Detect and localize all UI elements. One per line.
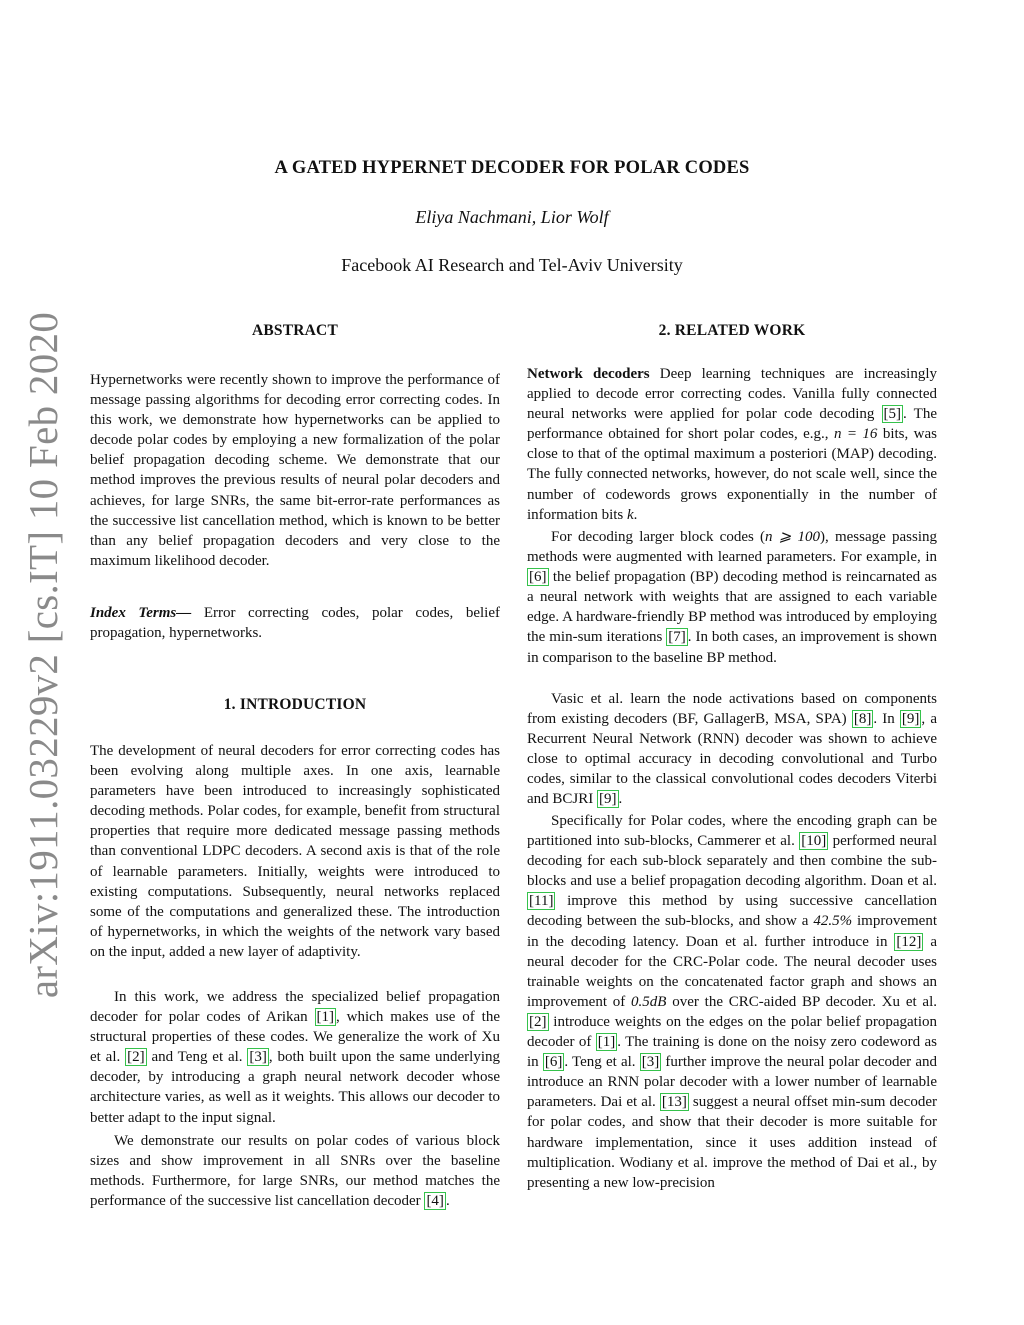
index-terms-label: Index Terms—: [90, 605, 192, 621]
math-inline: n = 16: [833, 426, 878, 443]
text-run: , a Recurrent Neural Network (RNN) decoder was shown to achieve close to optimal accuracy in decoding convolutional and Turbo codes, similar to the classical convolutional codes decoders Viterbi and BCJRI: [527, 711, 937, 808]
citation-link[interactable]: [3]: [249, 1049, 267, 1066]
citation-link[interactable]: [1]: [597, 1034, 616, 1051]
text-run: and Teng et al.: [146, 1049, 248, 1066]
citation-link[interactable]: [13]: [661, 1094, 687, 1111]
citation-link[interactable]: [2]: [127, 1049, 145, 1066]
arxiv-stamp-text: arXiv:1911.03229v2 [cs.IT] 10 Feb 2020: [20, 311, 66, 999]
intro-paragraph-1: The development of neural decoders for error correcting codes has been evolving along multiple axes. In one axis, learnable parameters have been introduced to increasingly sophisticated decoding methods. Polar codes, for example, benefit from structural properties that require more dedicated message passing methods than conventional LDPC decoders. A second axis is that of the role of learnable parameters. Initially, weights were introduced to existing computations. Subsequently, neural networks replaced some of the computations and generalized these. The introduction of hypernetworks, in which the weights of the network vary based on the input, added a new layer of adaptivity.: [90, 743, 500, 960]
text-run: a neural decoder for the CRC-Polar code. The neural decoder uses trainable weights on the concatenated factor graph and shows an improvement of: [527, 933, 937, 1010]
citation-link[interactable]: [9]: [599, 791, 617, 808]
citation-link[interactable]: [11]: [529, 893, 554, 910]
text-run: .: [618, 791, 623, 808]
run-in-heading: Network decoders: [527, 366, 650, 382]
text-run: performed neural decoding for each sub-block separately and then combine the sub-blocks and use a belief propagation decoding algorithm. Doan et al.: [527, 833, 938, 890]
text-run: ), message passing methods were augmented with learned parameters. For example, in: [527, 529, 937, 566]
text-run: , which makes use of the structural properties of these codes. We generalize the work of Xu et al.: [90, 1009, 500, 1066]
intro-paragraph-3: [90, 1131, 500, 1211]
index-terms: [90, 603, 500, 643]
text-run: further improve the neural polar decoder and introduce an RNN polar decoder with a lower number of learnable parameters. Dai et al.: [527, 1054, 937, 1111]
text-run: Specifically for Polar codes, where the encoding graph can be partitioned into sub-blocks, Cammerer et al.: [527, 813, 937, 850]
related-paragraph-1: [527, 364, 937, 525]
math-inline: 0.5dB: [631, 993, 667, 1010]
text-run: . The performance obtained for short polar codes, e.g.,: [527, 406, 937, 443]
citation-link[interactable]: [7]: [668, 629, 686, 646]
citation-link[interactable]: [10]: [801, 833, 827, 850]
citation-link[interactable]: [4]: [426, 1193, 444, 1210]
citation-link[interactable]: [6]: [529, 569, 547, 586]
citation-link[interactable]: [3]: [641, 1054, 660, 1071]
citation-link[interactable]: [1]: [316, 1009, 335, 1026]
abstract-heading: ABSTRACT: [251, 322, 338, 339]
math-inline: k: [627, 506, 634, 523]
text-run: . In both cases, an improvement is shown in comparison to the baseline BP method.: [527, 629, 937, 666]
text-run: suggest a neural offset min-sum decoder for polar codes, and show that their decoder is more suitable for hardware implementation, since it uses addition instead of multiplication. Wodiany et al. improve the method of Dai et al., by presenting a new low-precision: [527, 1094, 937, 1191]
related-work-heading: 2. RELATED WORK: [658, 322, 806, 339]
arxiv-stamp: [14, 311, 72, 999]
related-paragraph-2: [527, 527, 937, 668]
math-inline: 42.5%: [813, 913, 853, 930]
citation-link[interactable]: [5]: [883, 406, 902, 423]
citation-link[interactable]: [8]: [853, 711, 872, 728]
text-run: . The training is done on the noisy zero codeword as in: [527, 1034, 937, 1071]
related-paragraph-3: [527, 689, 937, 810]
text-run: . In: [873, 711, 900, 728]
text-run: , both built upon the same underlying decoder, by introducing a graph neural network decoder whose architecture varies, as well as it weights. This allows our decoder to better adapt to the input signal.: [90, 1049, 500, 1126]
paper-affiliation: Facebook AI Research and Tel-Aviv University: [341, 255, 683, 275]
citation-link[interactable]: [12]: [896, 933, 922, 950]
text-run: In this work, we address the specialized belief propagation decoder for polar codes of Arikan: [90, 989, 500, 1026]
text-run: We demonstrate our results on polar codes of various block sizes and show improvement in all SNRs over the baseline methods. Furthermore, for large SNRs, our method matches the performance of the successive list cancellation decoder: [90, 1133, 500, 1210]
citation-link[interactable]: [2]: [529, 1013, 547, 1030]
text-run: Deep learning techniques are increasingly applied to decode error correcting codes. Vanilla fully connected neural networks were applied for polar code decoding: [527, 366, 937, 423]
introduction-heading: 1. INTRODUCTION: [223, 696, 367, 713]
text-run: Vasic et al. learn the node activations based on components from existing decoders (BF, GallagerB, MSA, SPA): [527, 691, 937, 728]
text-run: bits, was close to that of the optimal maximum a posteriori (MAP) decoding. The fully connected networks, however, do not scale well, since the number of codewords grows exponentially in the number of information bits: [527, 426, 938, 523]
text-run: .: [445, 1193, 450, 1210]
paper-title: A GATED HYPERNET DECODER FOR POLAR CODES: [274, 158, 750, 178]
citation-link[interactable]: [9]: [901, 711, 920, 728]
text-run: improve this method by using successive cancellation decoding between the sub-blocks, and show a: [527, 893, 937, 930]
paper-authors: Eliya Nachmani, Lior Wolf: [415, 207, 609, 227]
text-run: introduce weights on the edges on the polar belief propagation decoder of: [527, 1013, 937, 1051]
index-terms-text: Error correcting codes, polar codes, belief propagation, hypernetworks.: [90, 605, 500, 642]
text-run: For decoding larger block codes (: [551, 529, 766, 545]
text-run: improvement in the decoding latency. Doan et al. further introduce in: [527, 913, 937, 950]
text-run: the belief propagation (BP) decoding method is reincarnated as a neural network with weights that are assigned to each variable edge. A hardware-friendly BP method was introduced by employing the min-sum iterations: [527, 569, 937, 646]
abstract-text: Hypernetworks were recently shown to improve the performance of message passing algorithms for decoding error correcting codes. In this work, we demonstrate how hypernetworks can be applied to decode polar codes by employing a new formalization of the polar belief propagation decoding scheme. We demonstrate that our method improves the previous results of neural polar decoders and achieves, for large SNRs, the same bit-error-rate performances as the successive list cancellation method, which is known to be better than any belief propagation decoders and very close to the maximum likelihood decoder.: [90, 372, 500, 569]
text-run: over the CRC-aided BP decoder. Xu et al.: [666, 993, 938, 1010]
text-run: . Teng et al.: [564, 1054, 640, 1071]
related-paragraph-4: [527, 811, 937, 1193]
math-inline: n ⩾ 100: [765, 529, 821, 545]
intro-paragraph-2: [90, 987, 500, 1128]
citation-link[interactable]: [6]: [544, 1054, 563, 1071]
text-run: .: [633, 506, 638, 523]
